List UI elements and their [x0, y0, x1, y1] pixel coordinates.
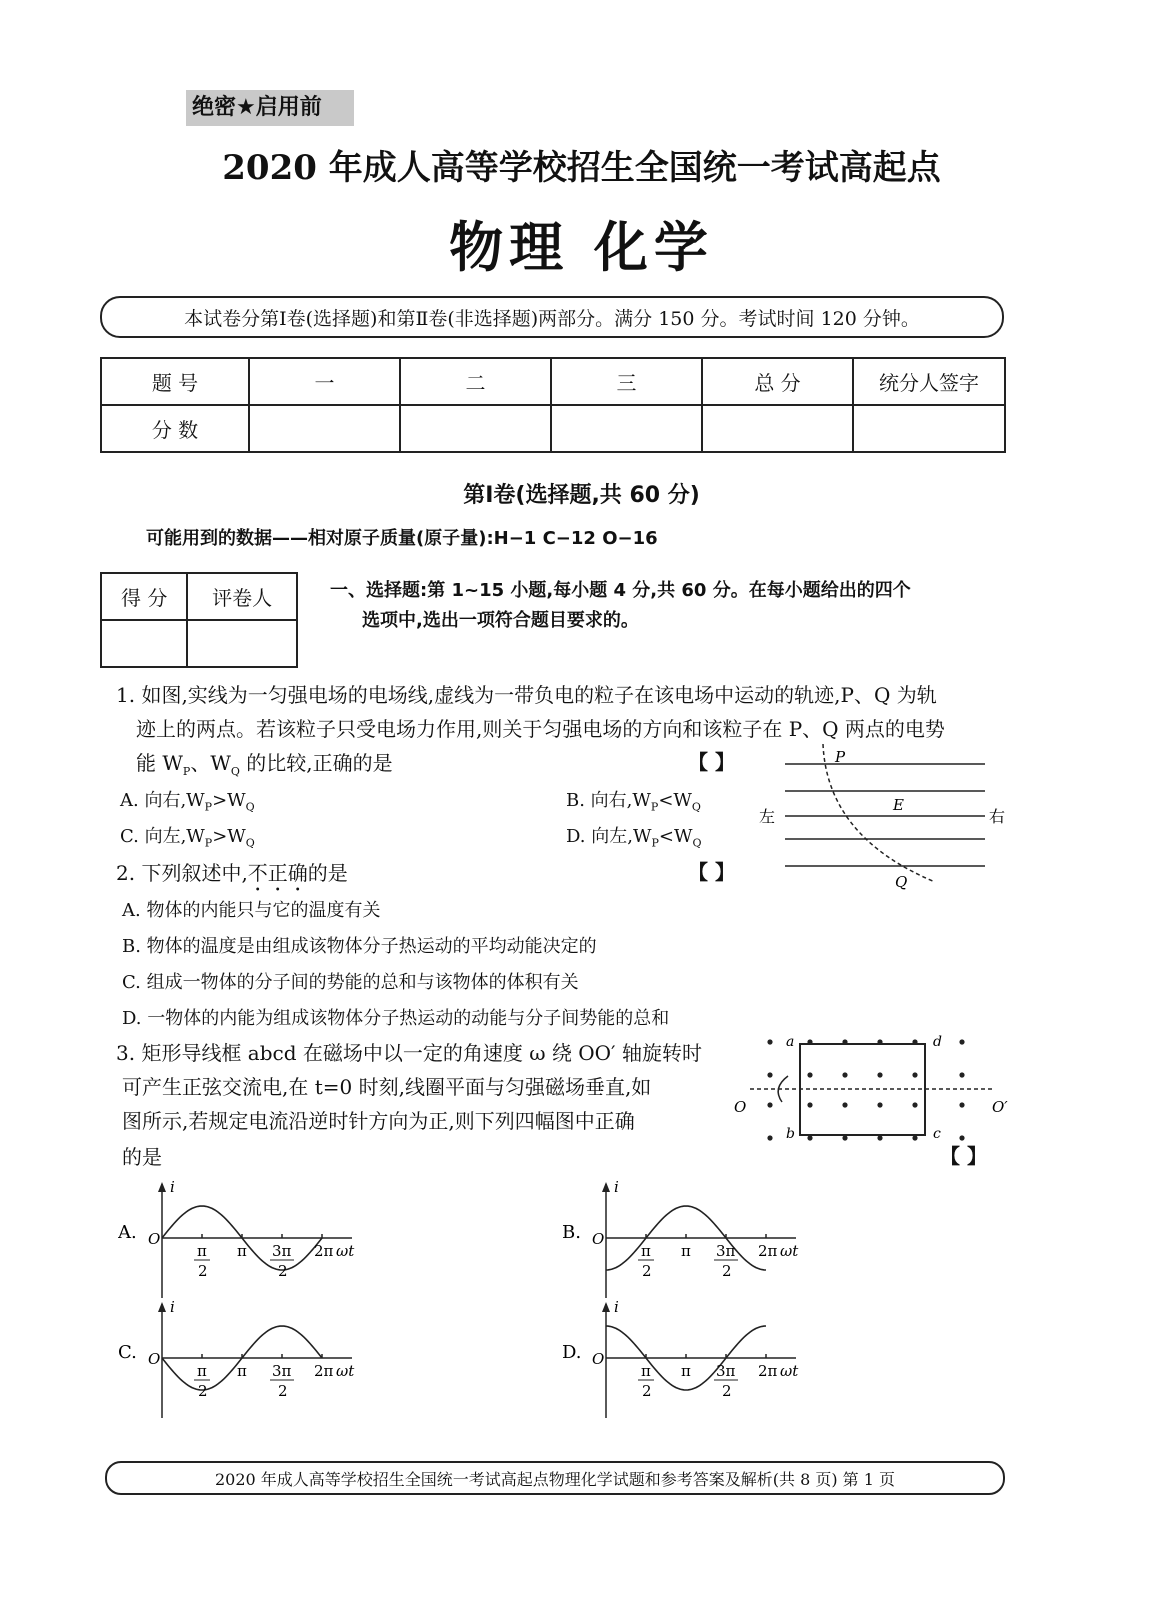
- tick-label: 2: [642, 1262, 652, 1280]
- right-label: 右: [989, 807, 1006, 826]
- tick-label: 2: [722, 1382, 732, 1400]
- q2-option-c[interactable]: C. 组成一物体的分子间的势能的总和与该物体的体积有关: [122, 972, 579, 993]
- x-axis-label: ωt: [780, 1362, 799, 1380]
- section-title: 第Ⅰ卷(选择题,共 60 分): [463, 483, 700, 508]
- page-footer: 2020 年成人高等学校招生全国统一考试高起点物理化学试题和参考答案及解析(共 8 页) 第 1 页: [105, 1461, 1005, 1495]
- score-header-cell: 总 分: [702, 358, 853, 405]
- atomic-mass-data: 可能用到的数据——相对原子质量(原子量):H−1 C−12 O−16: [146, 528, 658, 549]
- field-dot: [842, 1072, 847, 1077]
- option-graph-b[interactable]: [562, 1180, 812, 1310]
- confidential-label: 绝密★启用前: [186, 90, 354, 126]
- tick-label: π: [237, 1362, 247, 1380]
- grader-table: [100, 572, 298, 668]
- exam-subject: 物理 化学: [449, 216, 714, 279]
- tick-label: 2: [198, 1382, 208, 1400]
- q1-option-d[interactable]: D. 向左$,W_P<W_Q$: [566, 826, 702, 850]
- score-header-cell: 题 号: [101, 358, 249, 405]
- exam-title: 2020 年成人高等学校招生全国统一考试高起点: [222, 148, 941, 188]
- score-header-cell: 三: [551, 358, 702, 405]
- score-header-row: [101, 358, 1005, 405]
- tick-label: π: [641, 1362, 651, 1380]
- y-axis-label: i: [614, 1180, 619, 1196]
- score-header-cell: 统分人签字: [853, 358, 1005, 405]
- tick-label: 2π: [314, 1362, 334, 1380]
- field-dot: [959, 1135, 964, 1140]
- point-p-label: P: [835, 748, 846, 766]
- question-3-line: 图所示,若规定电流沿逆时针方向为正,则下列四幅图中正确: [122, 1109, 635, 1133]
- tick-label: π: [237, 1242, 247, 1260]
- option-letter: B.: [562, 1222, 581, 1243]
- option-letter: A.: [118, 1222, 137, 1243]
- grader-score-label: 得 分: [101, 573, 187, 620]
- instruction-line: 选项中,选出一项符合题目要求的。: [362, 610, 639, 631]
- score-cell[interactable]: [551, 405, 702, 452]
- q1-option-b[interactable]: B. 向右$,W_P<W_Q$: [566, 790, 701, 814]
- q1-option-c[interactable]: C. 向左$,W_P>W_Q$: [120, 826, 255, 850]
- score-cell[interactable]: [702, 405, 853, 452]
- origin-label: O: [148, 1230, 161, 1248]
- tick-label: 2: [642, 1382, 652, 1400]
- tick-label: π: [641, 1242, 651, 1260]
- field-dot: [767, 1039, 772, 1044]
- x-axis-label: ωt: [780, 1242, 799, 1260]
- y-axis-label: i: [614, 1300, 619, 1316]
- option-graph-c[interactable]: [118, 1300, 368, 1430]
- field-dot: [807, 1135, 812, 1140]
- option-letter: D.: [562, 1342, 582, 1363]
- question-3-line: 可产生正弦交流电,在 t=0 时刻,线圈平面与匀强磁场垂直,如: [122, 1075, 652, 1099]
- score-header-cell: 一: [249, 358, 400, 405]
- instruction-line: 一、选择题:第 1~15 小题,每小题 4 分,共 60 分。在每小题给出的四个: [330, 580, 911, 601]
- grader-name-label: 评卷人: [187, 573, 297, 620]
- score-cell[interactable]: [400, 405, 551, 452]
- y-axis-label: i: [170, 1180, 175, 1196]
- q2-option-a[interactable]: A. 物体的内能只与它的温度有关: [122, 900, 381, 921]
- y-axis-arrow-icon: [602, 1182, 610, 1192]
- tick-label: 2π: [758, 1362, 778, 1380]
- field-dot: [877, 1135, 882, 1140]
- origin-label: O: [148, 1350, 161, 1368]
- score-cell[interactable]: [853, 405, 1005, 452]
- question-3-line: 的是: [122, 1145, 162, 1169]
- field-dot: [912, 1072, 917, 1077]
- tick-label: 2: [198, 1262, 208, 1280]
- y-axis-arrow-icon: [158, 1182, 166, 1192]
- origin-label: O: [592, 1230, 605, 1248]
- y-axis-arrow-icon: [602, 1302, 610, 1312]
- field-dot: [767, 1102, 772, 1107]
- corner-d-label: d: [933, 1034, 942, 1050]
- field-dot: [842, 1135, 847, 1140]
- answer-bracket[interactable]: 【 】: [688, 860, 735, 884]
- tick-label: 2: [722, 1262, 732, 1280]
- grader-score-cell[interactable]: [101, 620, 187, 667]
- origin-label: O: [592, 1350, 605, 1368]
- section-instruction: [330, 576, 911, 636]
- option-graph-d[interactable]: [562, 1300, 812, 1430]
- tick-label: π: [681, 1242, 691, 1260]
- axis-o-label: O: [734, 1098, 747, 1116]
- field-dot: [959, 1102, 964, 1107]
- field-dot: [912, 1135, 917, 1140]
- q2-option-d[interactable]: D. 一物体的内能为组成该物体分子热运动的动能与分子间势能的总和: [122, 1008, 670, 1029]
- tick-label: 3π: [272, 1362, 292, 1380]
- field-dot: [959, 1072, 964, 1077]
- score-value-row: [101, 405, 1005, 452]
- tick-label: 2π: [314, 1242, 334, 1260]
- tick-label: 3π: [716, 1242, 736, 1260]
- field-dot: [959, 1039, 964, 1044]
- score-header-cell: 二: [400, 358, 551, 405]
- option-graph-a[interactable]: [118, 1180, 368, 1310]
- y-axis-arrow-icon: [158, 1302, 166, 1312]
- electric-field-figure: [755, 742, 1015, 892]
- answer-bracket[interactable]: 【 】: [688, 750, 735, 774]
- left-label: 左: [759, 807, 776, 826]
- question-1-line: 迹上的两点。若该粒子只受电场力作用,则关于匀强电场的方向和该粒子在 P、Q 两点的电势: [136, 717, 945, 741]
- tick-label: π: [197, 1362, 207, 1380]
- field-dot: [912, 1102, 917, 1107]
- answer-bracket[interactable]: 【 】: [940, 1144, 987, 1168]
- question-3-line: 3. 矩形导线框 abcd 在磁场中以一定的角速度 ω 绕 OO′ 轴旋转时: [116, 1041, 702, 1065]
- field-dot: [877, 1102, 882, 1107]
- option-letter: C.: [118, 1342, 137, 1363]
- question-1-line: 1. 如图,实线为一匀强电场的电场线,虚线为一带负电的粒子在该电场中运动的轨迹,P、Q 为轨: [116, 683, 937, 707]
- score-table: [100, 357, 1006, 453]
- x-axis-label: ωt: [336, 1362, 355, 1380]
- q2-option-b[interactable]: B. 物体的温度是由组成该物体分子热运动的平均动能决定的: [122, 936, 597, 957]
- corner-b-label: b: [786, 1126, 795, 1142]
- field-dot: [767, 1135, 772, 1140]
- axis-o-prime-label: O′: [992, 1098, 1008, 1116]
- field-e-label: E: [893, 796, 904, 814]
- tick-label: 3π: [272, 1242, 292, 1260]
- tick-label: 3π: [716, 1362, 736, 1380]
- field-dot: [807, 1072, 812, 1077]
- field-dot: [767, 1072, 772, 1077]
- tick-label: 2π: [758, 1242, 778, 1260]
- corner-c-label: c: [933, 1126, 941, 1142]
- point-q-label: Q: [895, 873, 908, 891]
- y-axis-label: i: [170, 1300, 175, 1316]
- score-cell[interactable]: [249, 405, 400, 452]
- corner-a-label: a: [786, 1034, 795, 1050]
- field-dot: [877, 1072, 882, 1077]
- rotating-coil-figure: [730, 1030, 1020, 1150]
- tick-label: π: [681, 1362, 691, 1380]
- question-2-stem: 2. 下列叙述中,不正确的是: [116, 861, 348, 885]
- question-1-line: 能 $W_P$、$W_Q$ 的比较,正确的是: [136, 751, 393, 778]
- tick-label: 2: [278, 1382, 288, 1400]
- exam-intro: 本试卷分第Ⅰ卷(选择题)和第Ⅱ卷(非选择题)两部分。满分 150 分。考试时间 120 分钟。: [100, 296, 1004, 338]
- x-axis-label: ωt: [336, 1242, 355, 1260]
- score-row-label: 分 数: [101, 405, 249, 452]
- grader-name-cell[interactable]: [187, 620, 297, 667]
- field-dot: [842, 1102, 847, 1107]
- tick-label: π: [197, 1242, 207, 1260]
- field-dot: [807, 1102, 812, 1107]
- q1-option-a[interactable]: A. 向右$,W_P>W_Q$: [120, 790, 255, 814]
- tick-label: 2: [278, 1262, 288, 1280]
